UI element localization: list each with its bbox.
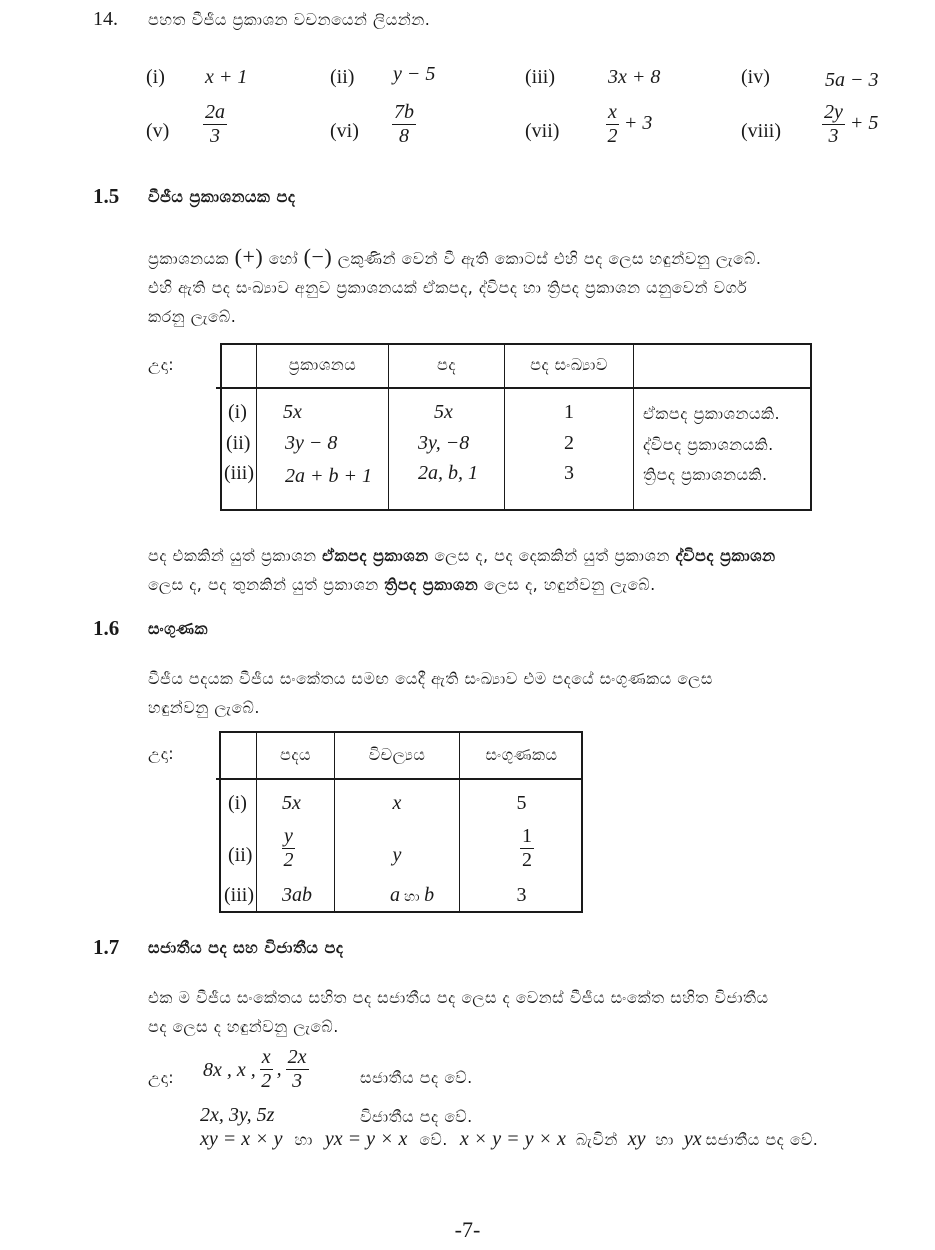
row-index: (iii) [224, 462, 254, 484]
cell-count: 1 [564, 401, 574, 423]
example-label: උදා: [148, 355, 175, 374]
header-divider [216, 387, 812, 389]
text: බැවින් [575, 1130, 618, 1149]
cell-type: ඒකපද ප්‍රකාශනයකි. [643, 404, 781, 423]
equation: yx = y × x [324, 1128, 408, 1150]
item-tail: + 5 [849, 112, 879, 135]
section-paragraph [148, 664, 848, 722]
text: ලකුණින් වෙන් වී ඇති කොටස් එහි පද ලෙස හඳුන්වනු ලැබේ. [337, 249, 762, 268]
text-line: කරනු ලැබේ. [148, 307, 237, 326]
cell-count: 2 [564, 432, 574, 454]
numerator: 7b [394, 101, 414, 123]
denominator: 3 [828, 125, 839, 147]
item-expression: y − 5 [393, 63, 436, 85]
numerator: 2x [287, 1046, 307, 1068]
term-bold: ත්‍රිපද ප්‍රකාශන [384, 575, 479, 594]
text: ලෙස ද, හඳුන්වනු ලැබේ. [483, 575, 656, 594]
denominator: 2 [522, 849, 532, 871]
example-commutative [200, 1128, 818, 1151]
denominator: 3 [292, 1070, 303, 1092]
text: ලෙස ද, පද දෙකකින් යුත් ප්‍රකාශන [434, 546, 670, 565]
cell-term-fraction [282, 826, 295, 871]
cell-coefficient: 5 [516, 792, 527, 814]
text: හා [294, 1130, 313, 1149]
terms: 8x , x , [203, 1059, 256, 1081]
exercise-instruction: පහත වීජීය ප්‍රකාශන වචනයෙන් ලියන්න. [148, 10, 431, 29]
cell-type: ත්‍රිපද ප්‍රකාශනයකි. [643, 465, 768, 484]
header-divider [216, 778, 583, 780]
cell-variable: y [392, 844, 402, 866]
item-label: (ii) [330, 66, 355, 88]
variable-a: a [390, 884, 400, 906]
example-like-terms [203, 1047, 309, 1092]
table-header: පදය [280, 745, 311, 764]
row-index: (i) [228, 792, 247, 814]
text: ලෙස ද, පද තුනකින් යුත් ප්‍රකාශන [148, 575, 379, 594]
cell-terms: 5x [434, 401, 453, 423]
cell-type: ද්විපද ප්‍රකාශනයකි. [643, 435, 774, 454]
text-line: පද ලෙස ද හඳුන්වනු ලැබේ. [148, 1017, 339, 1036]
item-fraction [203, 102, 227, 147]
row-index: (iii) [224, 884, 254, 906]
cell-variable: x [392, 792, 402, 814]
table-header: ප්‍රකාශනය [288, 355, 357, 374]
item-fraction [392, 102, 416, 147]
variable-b: b [424, 884, 435, 906]
item-label: (v) [146, 120, 170, 142]
cell-expression: 5x [283, 401, 302, 423]
text: හෝ [268, 249, 299, 268]
section-paragraph [148, 541, 918, 599]
item-label: (i) [146, 66, 165, 88]
denominator: 3 [210, 125, 220, 147]
minus-sign: (−) [303, 244, 333, 269]
plus-sign: (+) [234, 244, 264, 269]
equation: x × y = y × x [459, 1128, 566, 1150]
cell-expression: 2a + b + 1 [285, 465, 372, 487]
numerator: 1 [522, 825, 532, 847]
text-line: එහි ඇති පද සංඛ්‍යාව අනුව ප්‍රකාශනයක් ඒකපද, ද්විපද හා ත්‍රිපද ප්‍රකාශන යනුවෙන් වර්ග [148, 278, 748, 297]
section-title: සජාතීය පද සහ විජාතීය පද [148, 938, 344, 957]
item-label: (vi) [330, 120, 359, 142]
term-bold: ඒකපද ප්‍රකාශන [322, 546, 429, 565]
text: හා [655, 1130, 674, 1149]
numerator: x [608, 101, 617, 123]
denominator: 2 [607, 125, 618, 147]
cell-terms: 2a, b, 1 [418, 462, 478, 484]
column-divider [633, 343, 634, 511]
example-label: උදා: [148, 1068, 175, 1087]
item-label: (vii) [525, 120, 560, 142]
row-index: (ii) [226, 432, 251, 454]
numerator: x [261, 1046, 271, 1068]
exercise-number: 14. [93, 8, 118, 30]
example-description: සජාතීය පද වේ. [360, 1068, 473, 1087]
item-expression: x + 1 [205, 66, 248, 88]
item-label: (iv) [741, 66, 770, 88]
text-line: එක ම වීජීය සංකේතය සහිත පද සජාතීය පද ලෙස ද වෙනස් වීජීය සංකේත සහිත විජාතීය [148, 988, 769, 1007]
equation: xy = x × y [200, 1128, 283, 1150]
text: ප්‍රකාශනයක [148, 249, 230, 268]
section-title: වීජීය ප්‍රකාශනයක පද [148, 187, 296, 206]
table-header: පද සංඛ්‍යාව [530, 355, 608, 374]
text: වේ. [419, 1130, 448, 1149]
row-index: (i) [228, 401, 247, 423]
text: පද එකකින් යුත් ප්‍රකාශන [148, 546, 317, 565]
section-paragraph [148, 242, 908, 331]
item-tail: + 3 [623, 112, 653, 135]
term: yx [683, 1128, 702, 1150]
text-line: හඳුන්වනු ලැබේ. [148, 698, 260, 717]
text-line: වීජීය පදයක වීජීය සංකේතය සමඟ යෙදී ඇති සංඛ්‍යාව එම පදයේ සංගුණකය ලෙස [148, 669, 713, 688]
item-expression: 3x + 8 [608, 66, 661, 88]
conjunction: හා [404, 889, 421, 905]
item-fraction [822, 102, 878, 147]
table-header: සංගුණකය [485, 745, 558, 764]
item-label: (viii) [741, 120, 781, 142]
cell-term: 5x [282, 792, 301, 814]
numerator: 2a [205, 101, 225, 123]
cell-count: 3 [564, 462, 574, 484]
item-fraction [606, 102, 652, 147]
cell-coefficient: 3 [516, 884, 527, 906]
denominator: 2 [261, 1070, 272, 1092]
numerator: 2y [824, 101, 843, 123]
numerator: y [284, 825, 293, 847]
row-index: (ii) [228, 844, 253, 866]
cell-variable [390, 884, 434, 907]
term-bold: ද්විපද ප්‍රකාශන [675, 546, 776, 565]
text: සජාතීය පද වේ. [705, 1130, 819, 1149]
comma: , [276, 1058, 282, 1080]
section-number: 1.7 [93, 935, 120, 959]
item-label: (iii) [525, 66, 555, 88]
example-label: උදා: [148, 744, 175, 763]
cell-terms: 3y, −8 [418, 432, 470, 454]
example-unlike-terms: 2x, 3y, 5z [200, 1104, 275, 1126]
section-paragraph [148, 983, 913, 1041]
cell-expression: 3y − 8 [285, 432, 338, 454]
denominator: 8 [399, 125, 409, 147]
page-number: -7- [454, 1217, 481, 1242]
term: xy [627, 1128, 646, 1150]
item-expression: 5a − 3 [825, 69, 879, 91]
example-description: විජාතීය පද වේ. [360, 1107, 473, 1126]
table-header: විචල්‍යය [368, 745, 426, 764]
denominator: 2 [283, 849, 294, 871]
cell-term: 3ab [282, 884, 312, 906]
section-number: 1.5 [93, 184, 120, 208]
cell-coefficient-fraction [520, 826, 534, 871]
section-title: සංගුණක [148, 619, 208, 638]
section-number: 1.6 [93, 616, 120, 640]
table-header: පද [437, 355, 456, 374]
